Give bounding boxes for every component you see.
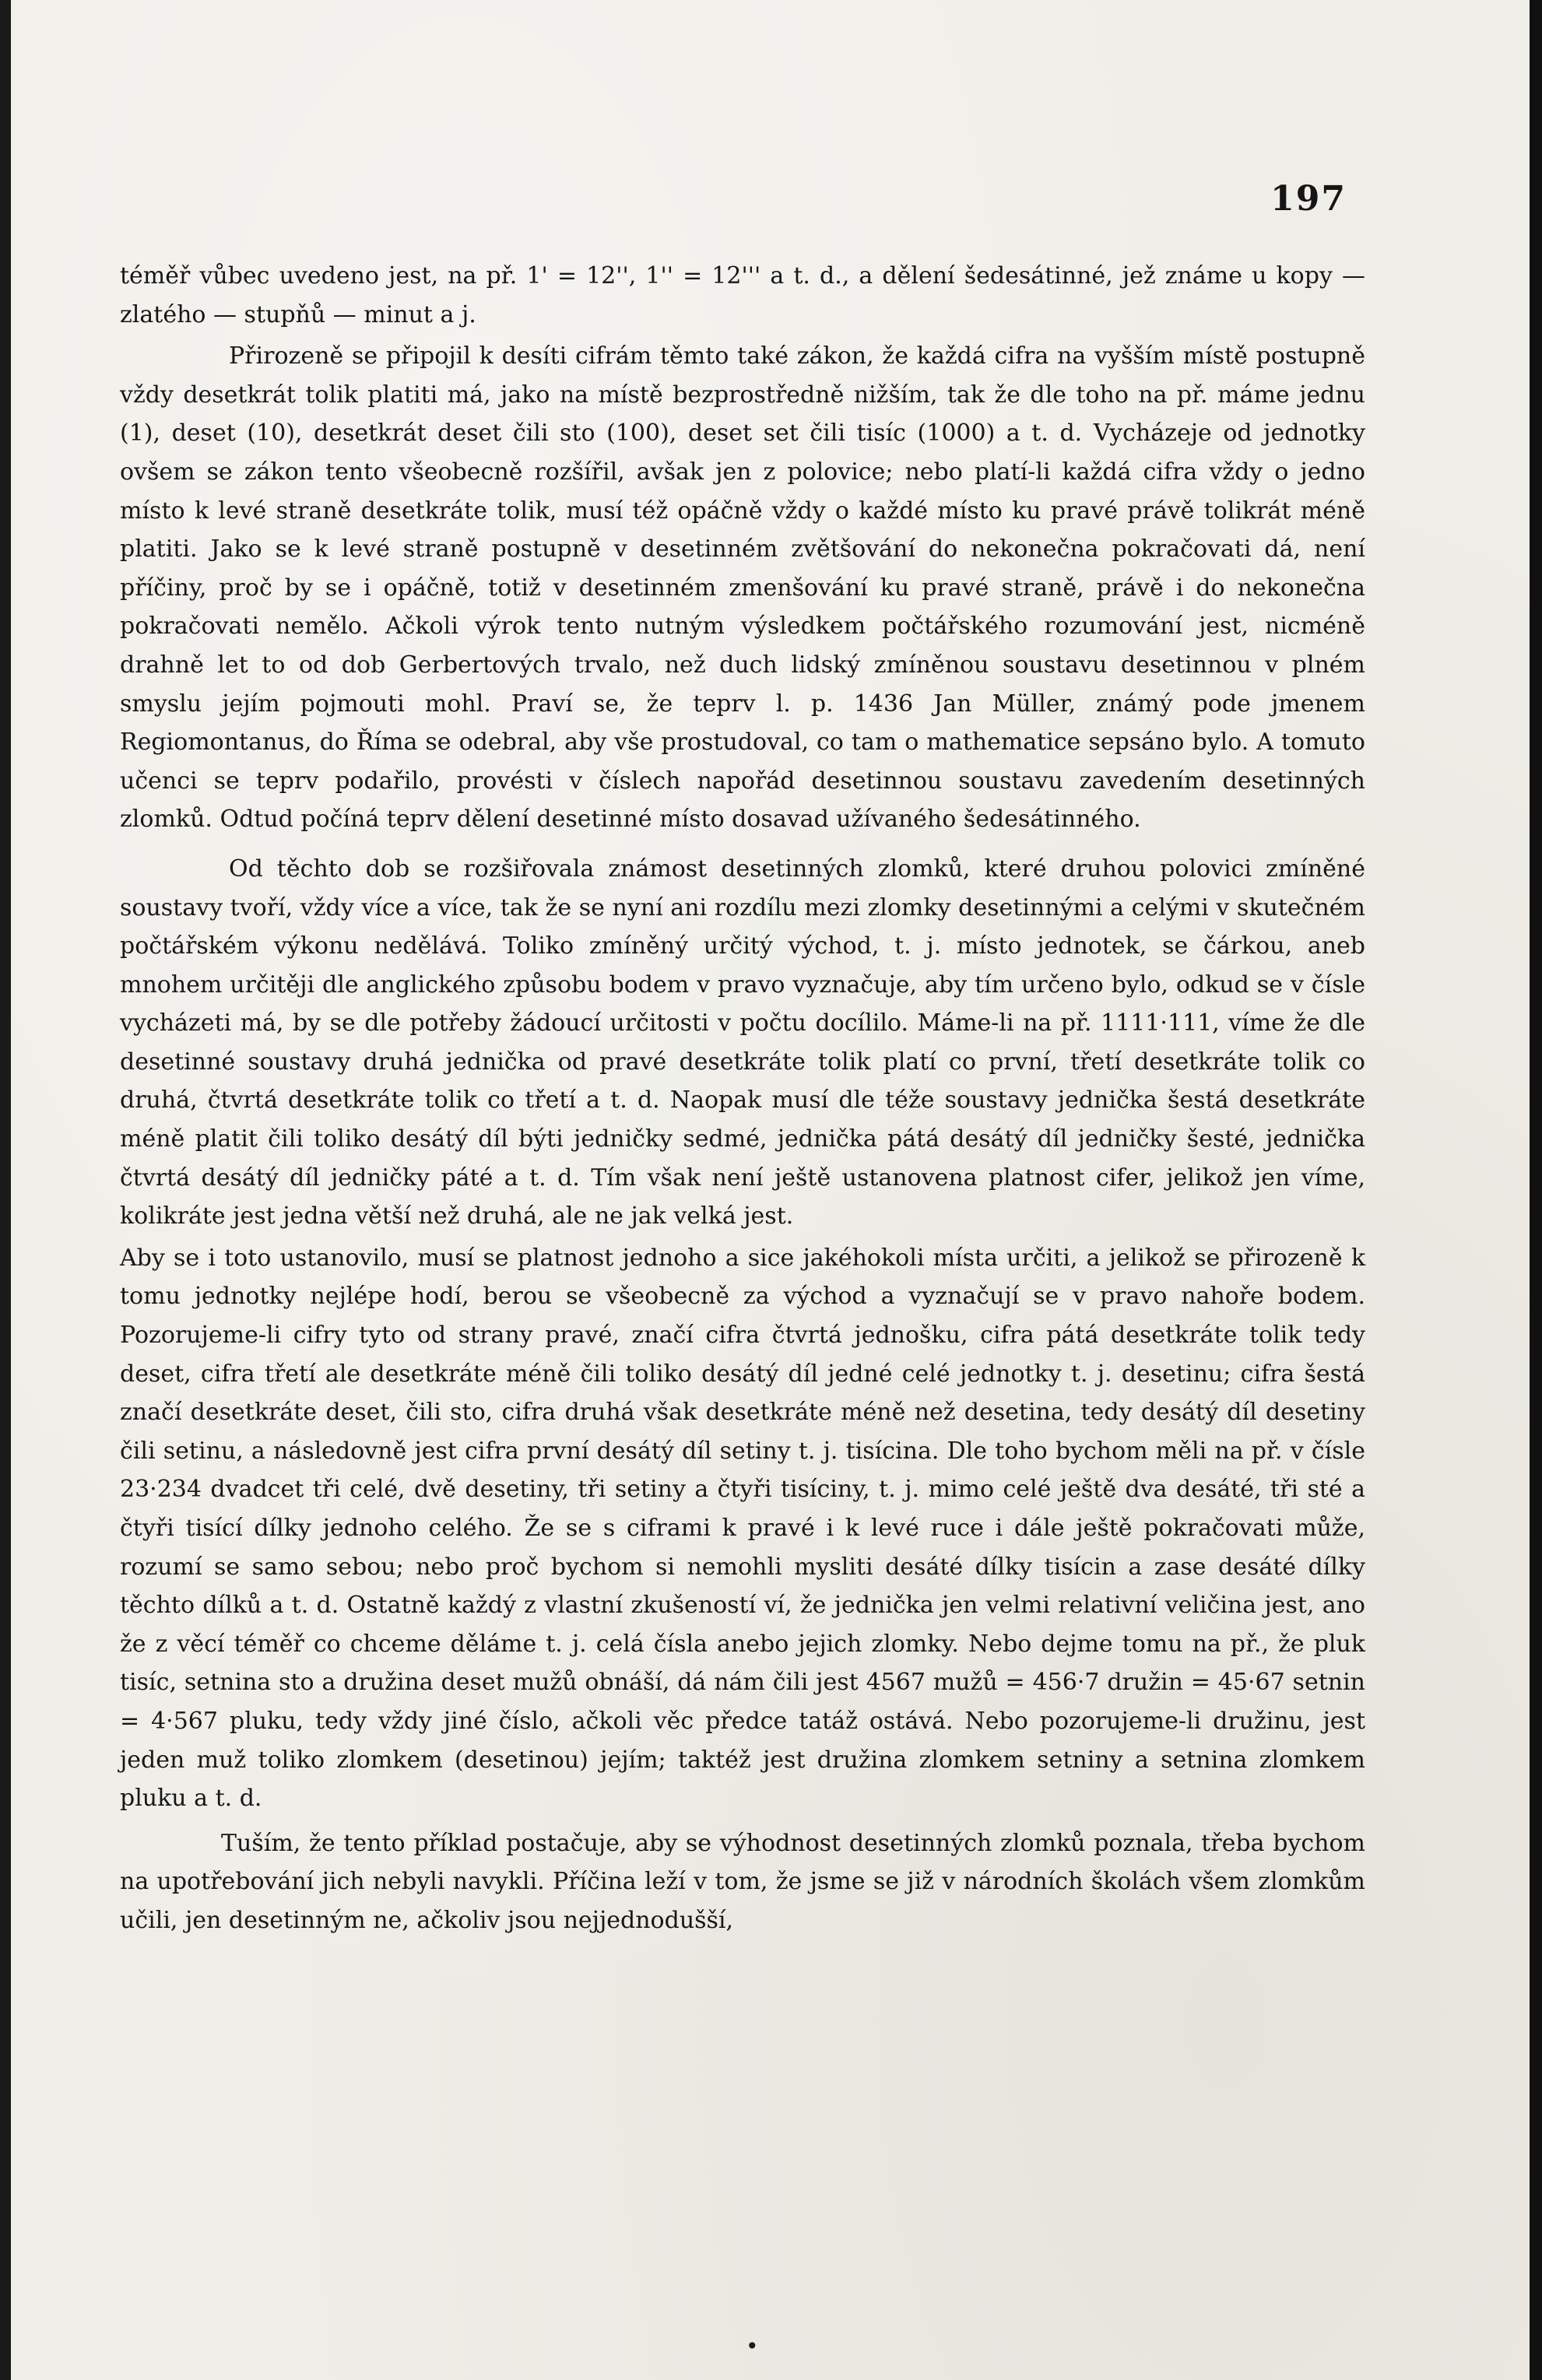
body-text: [120, 257, 1365, 1943]
scan-border-right: [1530, 0, 1542, 2380]
paragraph-1: téměř vůbec uvedeno jest, na př. 1' = 12'', 1'' = 12''' a t. d., a dělení šedesátinné, jež známe u kopy — zlatého — stupňů — minut a j.: [120, 262, 1365, 328]
scan-border-left: [0, 0, 11, 2380]
paragraph-4: Aby se i toto ustanovilo, musí se platnost jednoho a sice jakéhokoli místa určiti, a jelikož se přirozeně k tomu jednotky nejlépe hodí, berou se všeobecně za východ a vyznačují se v pravo nahoře bodem. Pozorujeme-li cifry tyto od strany pravé, značí cifra čtvrtá jednošku, cifra pátá desetkráte tolik tedy deset, cifra třetí ale desetkráte méně čili toliko desátý díl jedné celé jednotky t. j. desetinu; cifra šestá značí desetkráte deset, čili sto, cifra druhá však desetkráte méně než desetina, tedy desátý díl desetiny čili setinu, a následovně jest cifra první desátý díl setiny t. j. tisícina. Dle toho bychom měli na př. v čísle 23·234 dvadcet tři celé, dvě desetiny, tři setiny a čtyři tisíciny, t. j. mimo celé ještě dva desáté, tři sté a čtyři tisící dílky jednoho celého. Že se s ciframi k pravé i k levé ruce i dále ještě pokračovati může, rozumí se samo sebou; nebo proč bychom si nemohli mysliti desáté dílky tisícin a zase desáté dílky těchto dílků a t. d. Ostatně každý z vlastní zkušeností ví, že jednička jen velmi relativní veličina jest, ano že z věcí téměř co chceme děláme t. j. celá čísla anebo jejich zlomky. Nebo dejme tomu na př., že pluk tisíc, setnina sto a družina deset mužů obnáší, dá nám čili jest 4567 mužů = 456·7 družin = 45·67 setnin = 4·567 pluku, tedy vždy jiné číslo, ačkoli věc předce tatáž ostává. Nebo pozorujeme-li družinu, jest jeden muž toliko zlomkem (desetinou) jejím; taktéž jest družina zlomkem setniny a setnina zlomkem pluku a t. d.: [120, 1244, 1365, 1813]
page-number: 197: [1270, 179, 1347, 219]
signature-mark: •: [746, 2333, 759, 2359]
paragraph-5: Tuším, že tento příklad postačuje, aby se výhodnost desetinných zlomků poznala, třeba bychom na upotřebování jich nebyli navykli. Příčina leží v tom, že jsme se již v národních školách všem zlomkům učili, jen desetinným ne, ačkoliv jsou nejjednodušší,: [120, 1829, 1365, 1934]
paragraph-3: Od těchto dob se rozšiřovala známost desetinných zlomků, které druhou polovici zmíněné soustavy tvoří, vždy více a více, tak že se nyní ani rozdílu mezi zlomky desetinnými a celými v skutečném počtářském výkonu nedělává. Toliko zmíněný určitý východ, t. j. místo jednotek, se čárkou, aneb mnohem určitěji dle anglického způsobu bodem v pravo vyznačuje, aby tím určeno bylo, odkud se v čísle vycházeti má, by se dle potřeby žádoucí určitosti v počtu docílilo. Máme-li na př. 1111·111, víme že dle desetinné soustavy druhá jednička od pravé desetkráte tolik platí co první, třetí desetkráte tolik co druhá, čtvrtá desetkráte tolik co třetí a t. d. Naopak musí dle téže soustavy jednička šestá desetkráte méně platit čili toliko desátý díl býti jedničky sedmé, jednička pátá desátý díl jedničky šesté, jednička čtvrtá desátý díl jedničky páté a t. d. Tím však není ještě ustanovena platnost cifer, jelikož jen víme, kolikráte jest jedna větší než druhá, ale ne jak velká jest.: [120, 855, 1365, 1230]
paragraph-2: Přirozeně se připojil k desíti cifrám těmto také zákon, že každá cifra na vyšším místě postupně vždy desetkrát tolik platiti má, jako na místě bezprostředně nižším, tak že dle toho na př. máme jednu (1), deset (10), desetkrát deset čili sto (100), deset set čili tisíc (1000) a t. d. Vycházeje od jednotky ovšem se zákon tento všeobecně rozšířil, avšak jen z polovice; nebo platí-li každá cifra vždy o jedno místo k levé straně desetkráte tolik, musí též opáčně vždy o každé místo ku pravé právě tolikrát méně platiti. Jako se k levé straně postupně v desetinném zvětšování do nekonečna pokračovati dá, není příčiny, proč by se i opáčně, totiž v desetinném zmenšování ku pravé straně, právě i do nekonečna pokračovati nemělo. Ačkoli výrok tento nutným výsledkem počtářského rozumování jest, nicméně drahně let to od dob Gerbertových trvalo, než duch lidský zmíněnou soustavu desetinnou v plném smyslu jejím pojmouti mohl. Praví se, že teprv l. p. 1436 Jan Müller, známý pode jmenem Regiomontanus, do Říma se odebral, aby vše prostudoval, co tam o mathematice sepsáno bylo. A tomuto učenci se teprv podařilo, provésti v číslech napořád desetinnou soustavu zavedením desetinných zlomků. Odtud počíná teprv dělení desetinné místo dosavad užívaného šedesátinného.: [120, 342, 1365, 834]
book-page: [11, 0, 1530, 2380]
